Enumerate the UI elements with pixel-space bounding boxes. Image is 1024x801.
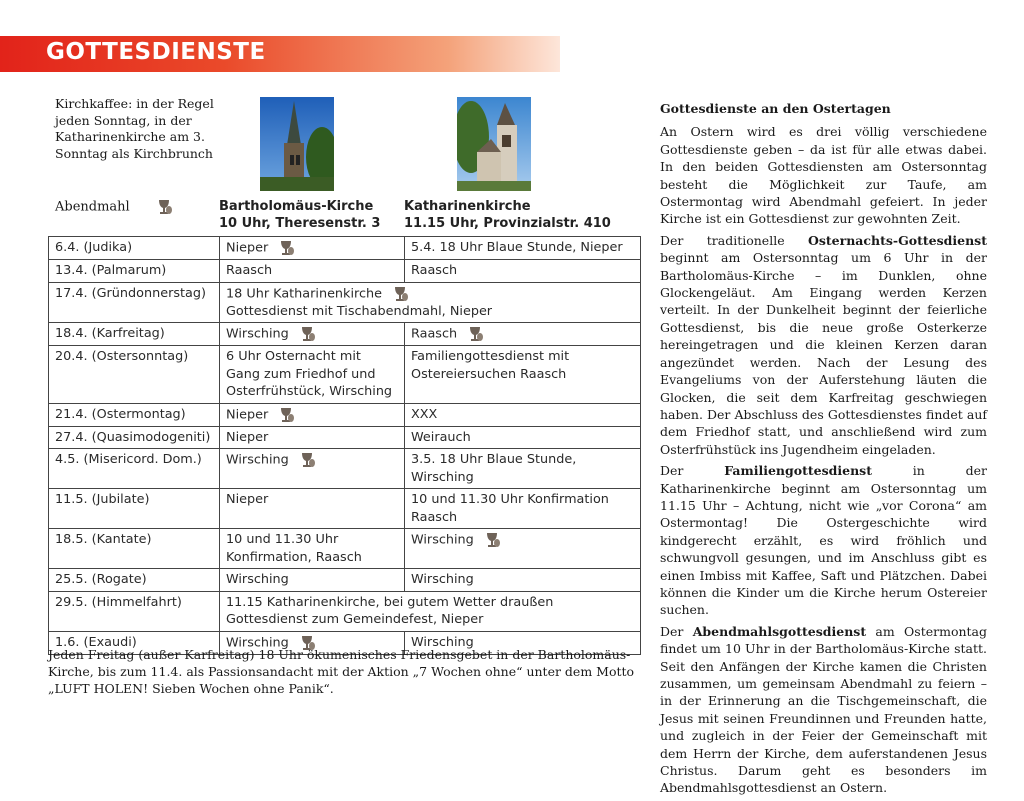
article-paragraph: Der Abendmahlsgottesdienst am Ostermontag findet um 10 Uhr in der Bartholomäus-Kirche statt. Seit den Anfängen der Kirche kamen die Christen zusammen, um gemeinsam Abendmahl zu feiern – in der Erinnerung an die Tischgemeinschaft, die Jesus mit seinen Freundinnen und Freunden hatte, und zugleich in der Feier der Gemeinschaft mit dem Herrn der Kirche, dem auferstandenen Jesus Christus. Darum geht es besonders im Abendmahlsgottesdienst an Ostern.	[660, 623, 988, 796]
schedule-cell-text: 11.5. (Jubilate)	[55, 492, 150, 507]
schedule-cell	[49, 346, 220, 404]
table-row	[49, 237, 641, 260]
schedule-cell-text: Wirsching	[226, 452, 289, 468]
schedule-cell	[49, 237, 220, 260]
schedule-cell-text: 29.5. (Himmelfahrt)	[55, 594, 182, 610]
schedule-cell	[220, 591, 641, 631]
schedule-cell	[49, 282, 220, 323]
schedule-cell	[49, 489, 220, 529]
service-schedule-table	[48, 236, 641, 655]
chalice-icon	[299, 451, 317, 469]
schedule-cell-text: 5.4. 18 Uhr Blaue Stunde, Nieper	[411, 240, 623, 255]
schedule-cell-text: Wirsching	[411, 532, 474, 548]
column-church-name: Bartholomäus-Kirche	[219, 199, 374, 214]
schedule-cell-text: Nieper	[226, 240, 269, 256]
schedule-cell-text: 20.4. (Ostersonntag)	[55, 349, 189, 364]
table-row	[49, 591, 641, 631]
table-row	[49, 426, 641, 449]
column-church-name: Katharinenkirche	[404, 199, 531, 214]
schedule-cell-text: Wirsching	[226, 326, 289, 342]
article-heading: Gottesdienste an den Ostertagen	[660, 101, 891, 116]
schedule-cell-text: 6.4. (Judika)	[55, 240, 133, 255]
table-row	[49, 569, 641, 592]
chalice-icon	[484, 531, 502, 549]
schedule-cell-text: Weirauch	[411, 429, 471, 445]
schedule-cell-text: Nieper	[226, 407, 269, 422]
table-row	[49, 323, 641, 346]
schedule-cell	[49, 403, 220, 426]
schedule-cell	[220, 237, 405, 260]
schedule-cell-text: Wirsching	[226, 635, 289, 650]
schedule-cell-text: Wirsching	[411, 572, 474, 587]
schedule-cell	[49, 449, 220, 489]
schedule-cell-text: Raasch	[411, 263, 458, 278]
schedule-cell-text: 13.4. (Palmarum)	[55, 263, 167, 278]
schedule-cell	[220, 282, 641, 323]
chalice-icon	[467, 325, 485, 343]
schedule-cell	[405, 529, 641, 569]
schedule-cell-text: 18 Uhr Katharinenkirche	[226, 286, 383, 301]
column-church-detail: 10 Uhr, Theresenstr. 3	[219, 216, 381, 231]
schedule-cell	[405, 346, 641, 404]
table-row	[49, 346, 641, 404]
schedule-cell	[220, 323, 405, 346]
schedule-cell-text: Raasch	[226, 263, 273, 278]
schedule-cell	[405, 489, 641, 529]
schedule-cell-text: Nieper	[226, 492, 269, 507]
schedule-cell	[220, 529, 405, 569]
chalice-icon	[392, 285, 410, 303]
schedule-cell	[49, 323, 220, 346]
katharinen-church-photo	[457, 97, 531, 191]
schedule-cell	[220, 260, 405, 283]
schedule-cell	[405, 323, 641, 346]
schedule-cell-text: Familiengottesdienst mit Ostereiersuchen Raasch	[411, 349, 570, 382]
table-row	[49, 529, 641, 569]
article-paragraph: Der Familiengottesdienst in der Katharinenkirche beginnt am Ostersonntag um 11.15 Uhr – Achtung, nicht wie „vor Corona“ am Ostermontag! Die Ostergeschichte wird kindgerecht erzählt, es wird fröhlich und schwungvoll gesungen, und im Anschluss gibt es einen Imbiss mit Kaffee, Saft und Plätzchen. Dabei können die Kinder um die Kirche herum Ostereier suchen.	[660, 463, 987, 618]
easter-services-article	[660, 100, 987, 801]
schedule-cell-text: Raasch	[411, 326, 458, 342]
church-coffee-note: Kirchkaffee: in der Regel jeden Sonntag, in der Katharinenkirche am 3. Sonntag als Kirchbrunch	[55, 96, 214, 161]
schedule-cell	[405, 449, 641, 489]
schedule-cell	[49, 591, 220, 631]
schedule-cell-text: 10 und 11.30 Uhr Konfirmation, Raasch	[226, 532, 362, 565]
schedule-cell-text: 3.5. 18 Uhr Blaue Stunde, Wirsching	[411, 452, 577, 485]
schedule-cell-text: 27.4. (Quasimodogeniti)	[55, 429, 211, 445]
schedule-cell-text: 10 und 11.30 Uhr Konfirmation Raasch	[411, 492, 609, 525]
table-row	[49, 403, 641, 426]
schedule-cell	[49, 529, 220, 569]
schedule-cell-text: 1.6. (Exaudi)	[55, 634, 137, 650]
abendmahl-legend	[55, 198, 174, 216]
chalice-icon	[299, 325, 317, 343]
column-header-bartholomaeus	[219, 198, 380, 232]
abendmahl-legend-label: Abendmahl	[55, 199, 130, 215]
schedule-cell-text: Nieper	[226, 429, 269, 445]
schedule-cell	[220, 489, 405, 529]
schedule-cell-text: 18.4. (Karfreitag)	[55, 326, 165, 341]
table-row	[49, 260, 641, 283]
schedule-cell-text: 21.4. (Ostermontag)	[55, 406, 186, 422]
schedule-cell	[220, 426, 405, 449]
schedule-cell	[220, 449, 405, 489]
column-header-katharinen	[404, 198, 611, 232]
schedule-cell	[405, 426, 641, 449]
schedule-cell-text: Gottesdienst mit Tischabendmahl, Nieper	[226, 303, 493, 319]
schedule-cell-text: 17.4. (Gründonnerstag)	[55, 285, 206, 301]
schedule-cell	[405, 569, 641, 592]
schedule-cell-text: 4.5. (Misericord. Dom.)	[55, 452, 202, 467]
schedule-cell	[405, 237, 641, 260]
schedule-cell	[49, 260, 220, 283]
friday-prayer-note: Jeden Freitag (außer Karfreitag) 18 Uhr ökumenisches Friedensgebet in der Bartholomäus-Kirche, bis zum 11.4. als Passionsandacht mit der Aktion „7 Wochen ohne“ unter dem Motto „LUFT HOLEN! Sieben Wochen ohne Panik“.	[48, 647, 635, 696]
schedule-cell	[405, 260, 641, 283]
table-row	[49, 282, 641, 323]
table-row	[49, 489, 641, 529]
schedule-cell	[220, 569, 405, 592]
column-church-detail: 11.15 Uhr, Provinzialstr. 410	[404, 216, 611, 231]
schedule-cell	[49, 426, 220, 449]
schedule-cell	[220, 403, 405, 426]
schedule-cell	[220, 346, 405, 404]
table-row	[49, 449, 641, 489]
schedule-cell-text: Wirsching	[411, 634, 474, 650]
section-title: GOTTESDIENSTE	[46, 39, 266, 65]
schedule-cell	[405, 403, 641, 426]
chalice-icon	[156, 198, 174, 216]
schedule-cell-text: 6 Uhr Osternacht mit Gang zum Friedhof und Osterfrühstück, Wirsching	[226, 349, 393, 399]
schedule-cell	[49, 569, 220, 592]
article-paragraph: Der traditionelle Osternachts-Gottesdienst beginnt am Ostersonntag um 6 Uhr in der Bartholomäus-Kirche – im Dunklen, ohne Glockengeläut. Am Eingang werden Kerzen verteilt. In der Dunkelheit beginnt der feierliche Gottesdienst, bis die neue große Osterkerze hereingetragen und die kleinen Kerzen daran angezündet werden. Nach der Lesung des Evangeliums von der Auferstehung läuten die Glocken, die seit dem Karfreitag geschwiegen haben. Der Abschluss des Gottesdienstes findet auf dem Friedhof statt, und anschließend wird zum Osterfrühstück ins Jugendheim eingeladen.	[660, 232, 987, 457]
schedule-cell-text: 11.15 Katharinenkirche, bei gutem Wetter draußen Gottesdienst zum Gemeindefest, Nieper	[226, 594, 554, 627]
schedule-cell-text: 25.5. (Rogate)	[55, 572, 147, 587]
section-banner	[0, 36, 560, 72]
bartholomaeus-church-photo	[260, 97, 334, 191]
schedule-cell-text: Wirsching	[226, 572, 289, 587]
schedule-cell-text: XXX	[411, 406, 438, 422]
schedule-cell-text: 18.5. (Kantate)	[55, 532, 152, 547]
article-paragraph: An Ostern wird es drei völlig verschiedene Gottesdienste geben – da ist für alle etwas dabei. In den beiden Gottesdiensten am Ostersonntag besteht die Möglichkeit zur Taufe, am Ostermontag wird Abendmahl gefeiert. In jeder Kirche ist ein Gottesdienst zur gewohnten Zeit.	[660, 124, 987, 227]
chalice-icon	[278, 406, 296, 424]
chalice-icon	[278, 239, 296, 257]
